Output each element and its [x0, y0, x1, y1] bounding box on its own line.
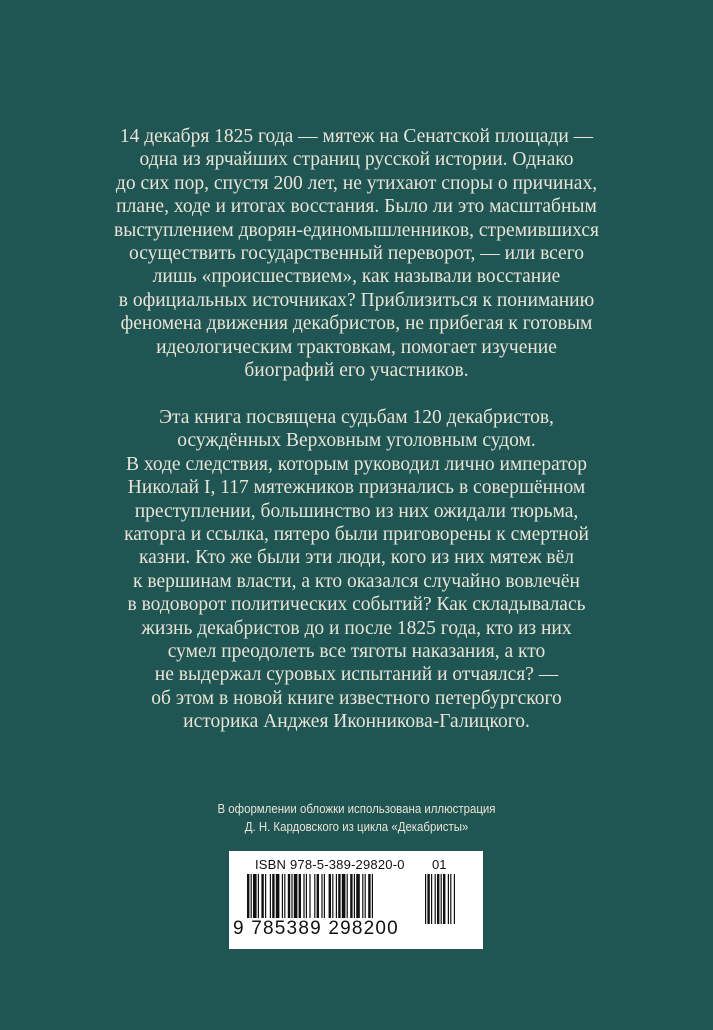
- paragraph-1-line: до сих пор, спустя 200 лет, не утихают споры о причинах,: [115, 172, 598, 194]
- paragraph-2-line: об этом в новой книге известного петербургского: [151, 687, 562, 709]
- paragraph-2-line: жизнь декабристов до и после 1825 года, кто из них: [141, 617, 572, 639]
- paragraph-1-line: лишь «происшествием», как называли восстание: [152, 266, 561, 288]
- paragraph-2-line: преступлении, большинство из них ожидали тюрьма,: [134, 500, 579, 522]
- paragraph-2-line: не выдержал суровых испытаний и отчаялся? —: [154, 664, 559, 686]
- ean-digits: 9 785389 298200: [233, 918, 399, 939]
- paragraph-1-line: 14 декабря 1825 года — мятеж на Сенатской площади —: [119, 126, 594, 147]
- paragraph-1-line: идеологическим трактовкам, помогает изучение: [156, 336, 557, 358]
- paragraph-2-line: Эта книга посвящена судьбам 120 декабристов,: [159, 407, 554, 428]
- credit-line: Д. Н. Кардовского из цикла «Декабристы»: [244, 819, 469, 834]
- paragraph-2-line: к вершинам власти, а кто оказался случайно вовлечён: [133, 570, 580, 592]
- paragraph-2-line: В ходе следствия, которым руководил лично император: [125, 453, 588, 475]
- paragraph-2-line: в водоворот политических событий? Как складывалась: [127, 594, 586, 616]
- paragraph-1-line: одна из ярчайших страниц русской истории. Однако: [139, 149, 574, 171]
- isbn-number: ISBN 978-5-389-29820-0: [255, 857, 405, 872]
- paragraph-2-line: каторга и ссылка, пятеро были приговорены к смертной: [124, 524, 589, 546]
- paragraph-1-line: в официальных источниках? Приблизиться к пониманию: [118, 289, 595, 311]
- credit-line: В оформлении обложки использована иллюстрация: [217, 801, 496, 816]
- ean13-bars: [247, 874, 419, 924]
- isbn-barcode: [229, 851, 483, 949]
- paragraph-2-line: Николай I, 117 мятежников признались в совершённом: [127, 477, 586, 499]
- paragraph-2-line: казни. Кто же были эти люди, кого из них мятеж вёл: [138, 547, 575, 569]
- paragraph-1-line: феномена движения декабристов, не прибегая к готовым: [120, 313, 593, 335]
- cover-illustration-credit: [43, 800, 670, 836]
- description-paragraph-2: [80, 406, 633, 734]
- description-paragraph-1: [80, 125, 633, 382]
- paragraph-2-line: историка Анджея Иконникова-Галицкого.: [183, 711, 530, 733]
- paragraph-2-line: осуждённых Верховным уголовным судом.: [177, 430, 536, 452]
- paragraph-1-line: осуществить государственный переворот, — или всего: [129, 243, 584, 265]
- paragraph-2-line: сумел преодолеть все тяготы наказания, а кто: [167, 641, 546, 663]
- paragraph-1-line: биографий его участников.: [244, 360, 469, 382]
- paragraph-1-line: плане, ходе и итогах восстания. Было ли это масштабным: [116, 196, 597, 218]
- paragraph-1-line: выступлением дворян-единомышленников, стремившихся: [114, 219, 599, 241]
- barcode-addon-number: 01: [432, 857, 447, 872]
- addon-bars: [425, 874, 465, 924]
